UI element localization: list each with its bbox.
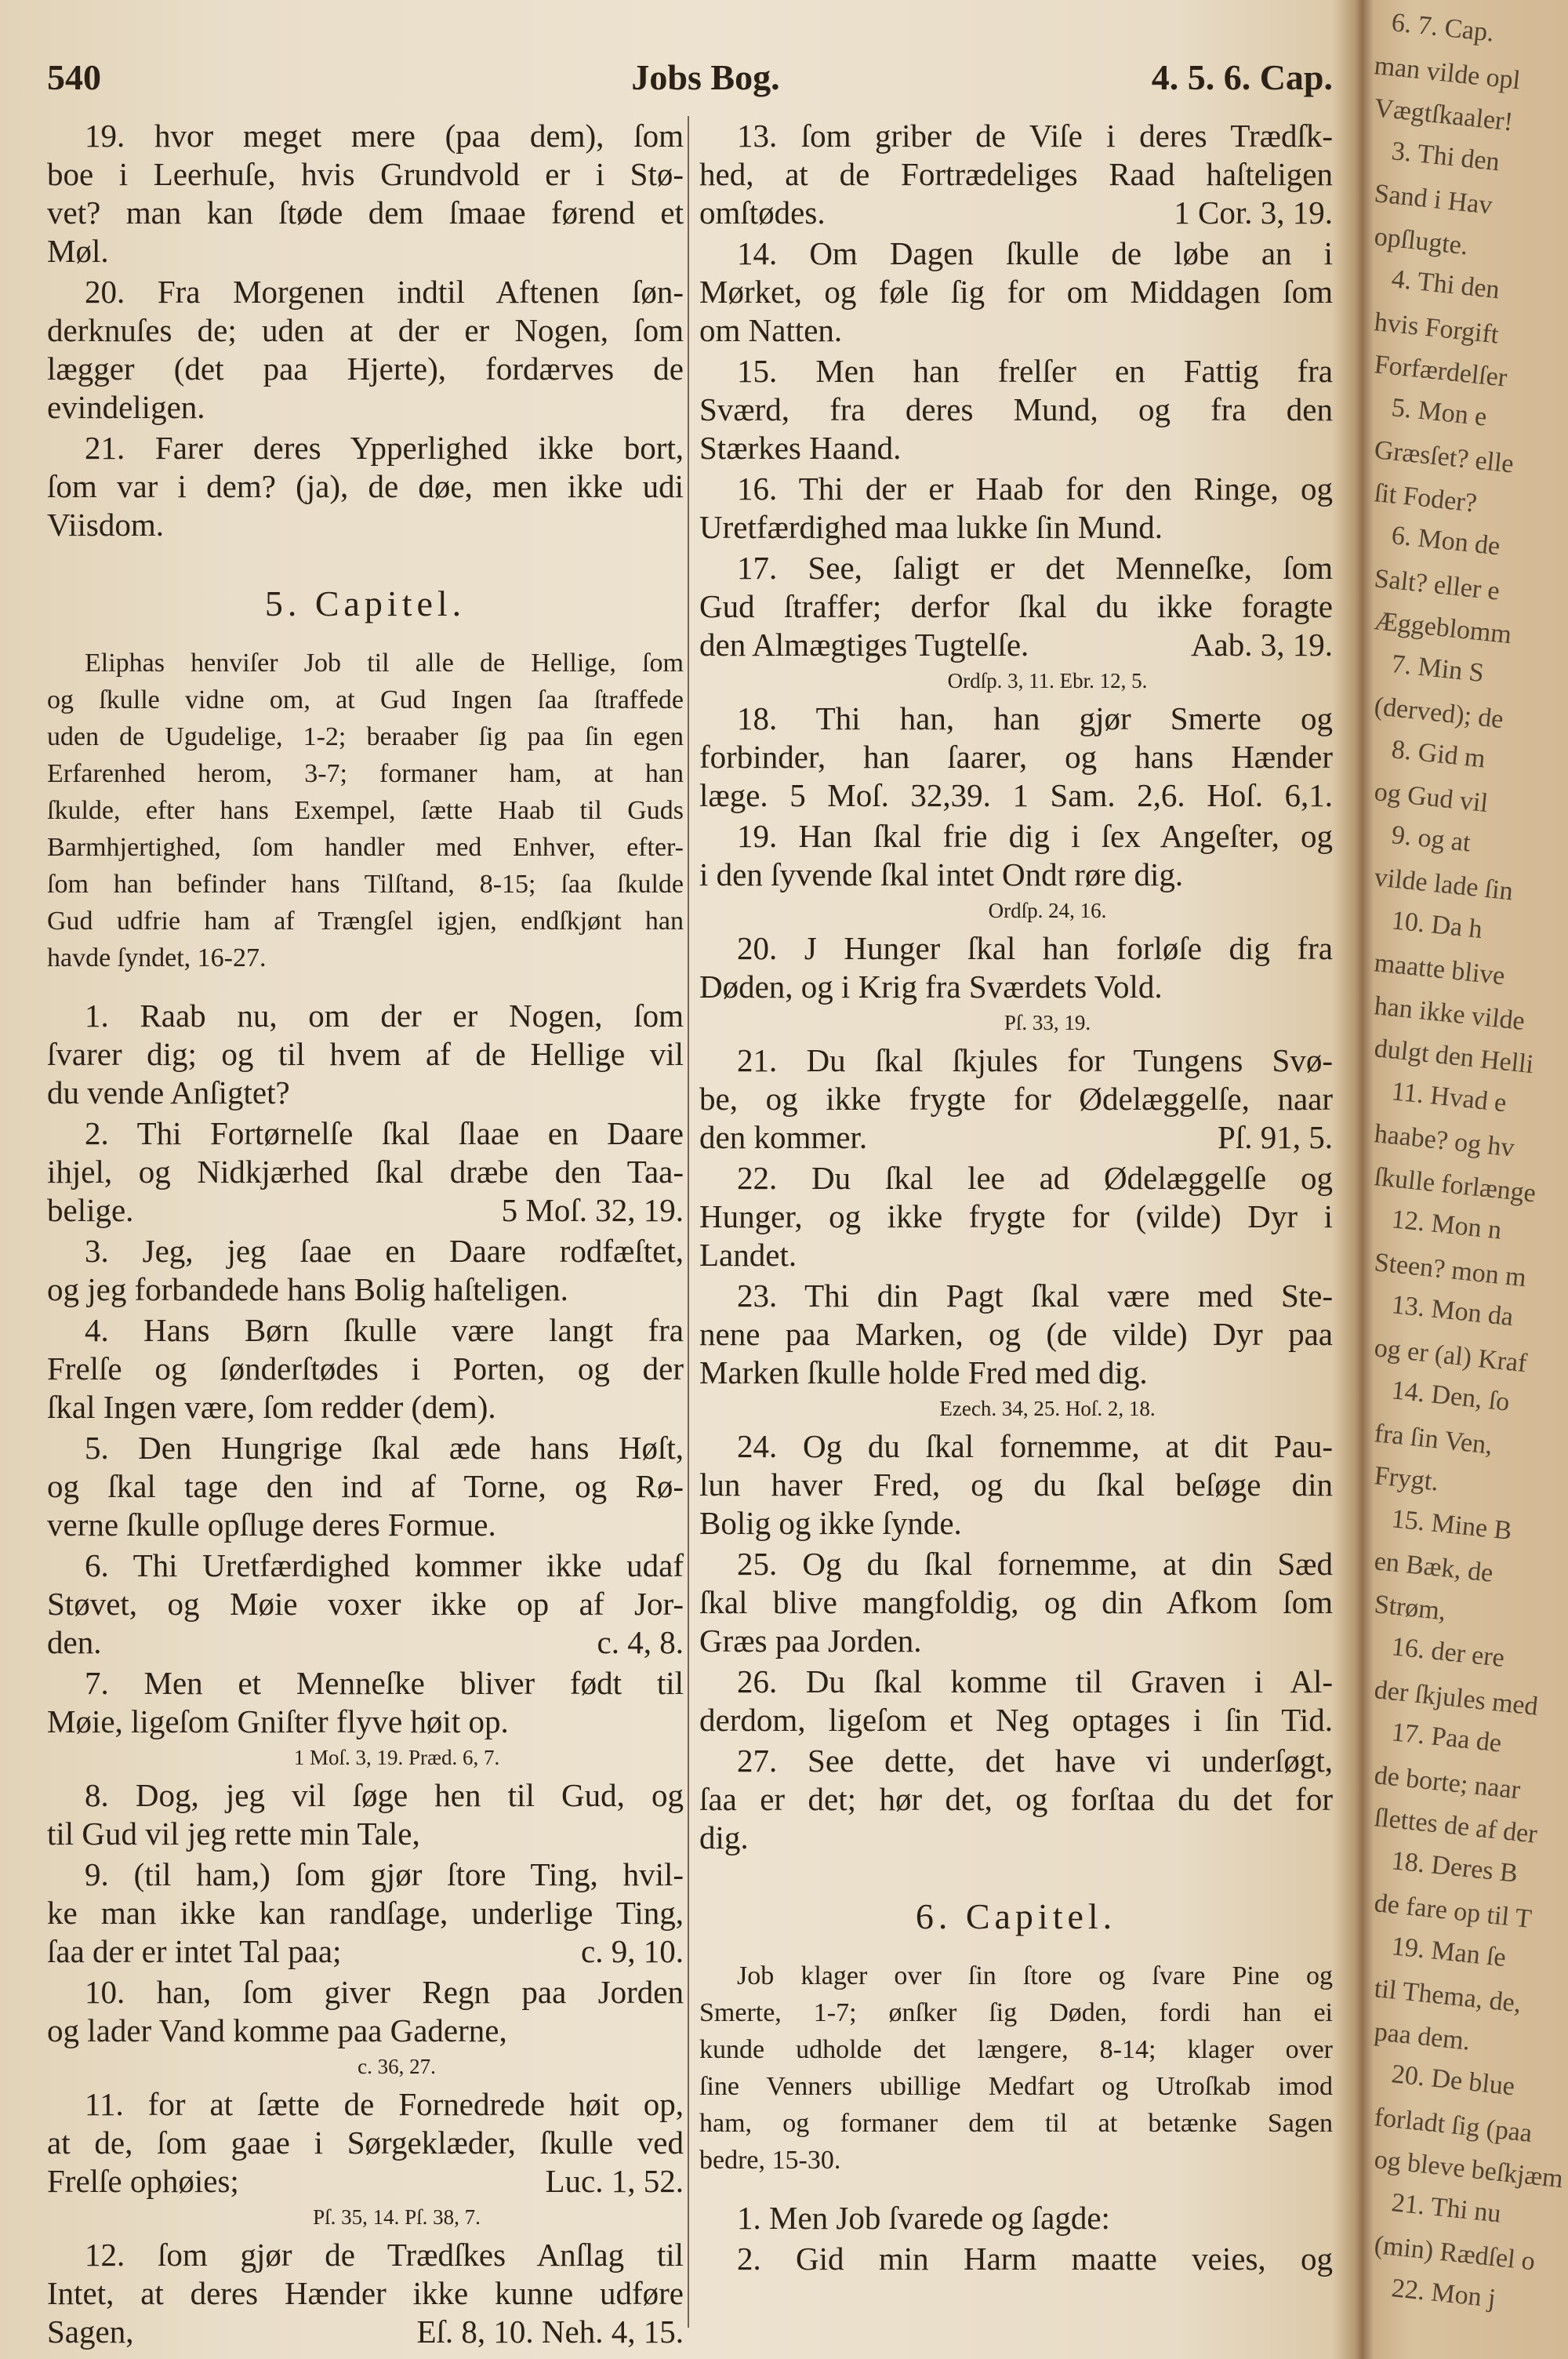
verse <box>699 2240 1333 2278</box>
scripture-reference: Luc. 1, 52. <box>545 2163 684 2199</box>
scripture-reference: Aab. 3, 19. <box>1190 627 1333 663</box>
summary-line: kunde udholde det længere, 8-14; klager over <box>699 2035 1333 2064</box>
chapter-summary <box>699 1957 1333 2179</box>
verse-line: lun haver Fred, og du ſkal beſøge din <box>699 1467 1333 1503</box>
verse <box>699 700 1333 815</box>
summary-line: ſkulde, efter hans Exempel, ſætte Haab til Guds <box>47 796 684 825</box>
verse-line: Viisdom. <box>47 507 165 543</box>
facing-page-margin <box>1368 0 1568 2359</box>
verse <box>47 997 684 1112</box>
verse-line: Støvet, og Møie voxer ikke op af Jor- <box>47 1586 684 1622</box>
verse-line <box>699 626 1333 664</box>
verse <box>699 117 1333 232</box>
facing-page-text: paa dem. <box>1373 2016 1472 2056</box>
verse <box>47 1429 684 1544</box>
verse-line: og ſkal tage den ind af Torne, og Rø- <box>47 1468 684 1504</box>
verse-line <box>47 1932 684 1971</box>
verse <box>47 1311 684 1427</box>
verse-line: Møie, ligeſom Gniſter flyve høit op. <box>47 1703 509 1739</box>
verse-line: Uretfærdighed maa lukke ſin Mund. <box>699 509 1163 545</box>
verse-line: læge. 5 Moſ. 32,39. 1 Sam. 2,6. Hoſ. 6,1. <box>699 777 1333 813</box>
right-column <box>699 114 1333 2278</box>
verse-line: ſom var i dem? (ja), de døe, men ikke udi <box>47 468 684 504</box>
verse-line: du vende Anſigtet? <box>47 1074 290 1110</box>
facing-page-text: ſlettes de af der <box>1373 1803 1539 1849</box>
verse-line: Mørket, og føle ſig for om Middagen ſom <box>699 274 1333 310</box>
verse-line: 25. Og du ſkal fornemme, at din Sæd <box>737 1546 1333 1582</box>
verse-line: 22. Du ſkal lee ad Ødelæggelſe og <box>737 1160 1333 1196</box>
facing-page-text: man vilde opl <box>1373 50 1522 95</box>
facing-page-text: Græsſet? elle <box>1373 435 1515 479</box>
verse-line: 19. Han ſkal frie dig i ſex Angeſter, og <box>737 818 1333 854</box>
facing-page-text: maatte blive <box>1373 948 1507 991</box>
scripture-reference: 1 Cor. 3, 19. <box>1174 194 1333 231</box>
facing-page-text: 7. Min S <box>1390 649 1486 688</box>
verse-line: 26. Du ſkal komme til Graven i Al- <box>737 1663 1333 1699</box>
chapter-heading: 5. Capitel. <box>264 583 466 623</box>
facing-page-text: 17. Paa de <box>1390 1717 1503 1758</box>
verse <box>699 1545 1333 1660</box>
verse <box>47 273 684 427</box>
summary-line: ſom han befinder hans Tilſtand, 8-15; ſaa ſkulde <box>47 870 684 899</box>
chapter-heading: 6. Capitel. <box>915 1896 1117 1936</box>
verse-line: 6. Thi Uretfærdighed kommer ikke udaf <box>85 1547 684 1583</box>
facing-page-text: der ſkjules med <box>1373 1674 1540 1721</box>
facing-page-text: de fare op til T <box>1373 1888 1534 1934</box>
verse-line: ſaa er det; hør det, og forſtaa du det for <box>699 1781 1333 1817</box>
verse-line: forbinder, han ſaarer, og hans Hænder <box>699 739 1333 775</box>
verse <box>699 1159 1333 1274</box>
facing-page-text: 12. Mon n <box>1390 1205 1503 1245</box>
summary-line: havde ſyndet, 16-27. <box>47 943 267 972</box>
verse-line <box>699 1118 1333 1157</box>
verse-line: 12. ſom gjør de Trædſkes Anſlag til <box>85 2237 684 2273</box>
verse <box>699 234 1333 350</box>
verse-line: hed, at de Fortrædeliges Raad haſteligen <box>699 156 1333 192</box>
verse-line: 1. Men Job ſvarede og ſagde: <box>737 2200 1110 2236</box>
summary-line: uden de Ugudelige, 1-2; beraaber ſig paa ſin egen <box>47 722 684 751</box>
cross-reference: 1 Moſ. 3, 19. Præd. 6, 7. <box>293 1746 500 1769</box>
verse-line: 11. for at ſætte de Fornedrede høit op, <box>85 2086 684 2122</box>
facing-page-text: 16. der ere <box>1390 1632 1506 1673</box>
facing-page-text: en Bæk, de <box>1373 1547 1495 1588</box>
facing-page-text: ſit Foder? <box>1373 478 1479 518</box>
facing-page-text: (min) Rædſel o <box>1373 2230 1537 2277</box>
chapter-range: 4. 5. 6. Cap. <box>1151 57 1333 97</box>
chapter-summary <box>47 645 684 976</box>
facing-page-text: 19. Man ſe <box>1390 1931 1508 1972</box>
facing-page-text: 10. Da h <box>1390 905 1484 944</box>
verse-line: Bolig og ikke ſynde. <box>699 1505 962 1541</box>
facing-page-text: og er (al) Kraf <box>1373 1332 1529 1378</box>
verse <box>699 549 1333 697</box>
cross-reference: Pſ. 35, 14. Pſ. 38, 7. <box>313 2205 481 2229</box>
verse-line: 18. Thi han, han gjør Smerte og <box>737 700 1333 736</box>
verse <box>699 929 1333 1039</box>
verse-line: 20. Fra Morgenen indtil Aftenen ſøn- <box>85 274 684 310</box>
verse-line: Møl. <box>47 233 109 269</box>
verse-line: Stærkes Haand. <box>699 430 902 466</box>
facing-page-text: Sand i Hav <box>1373 179 1494 220</box>
verse-line: Gud ſtraffer; derfor ſkal du ikke foragte <box>699 588 1333 624</box>
verse-line: 2. Thi Fortørnelſe ſkal ſlaae en Daare <box>85 1115 684 1151</box>
verse-line-text: den Almægtiges Tugtelſe. <box>699 627 1029 663</box>
verse-line: derdom, ligeſom et Neg optages i ſin Tid. <box>699 1702 1333 1738</box>
verse-line: Marken ſkulle holde Fred med dig. <box>699 1354 1148 1390</box>
facing-page-text: 8. Gid m <box>1390 734 1487 773</box>
verse <box>699 1277 1333 1425</box>
cross-reference: c. 36, 27. <box>358 2055 436 2078</box>
verse-line: i den ſyvende ſkal intet Ondt røre dig. <box>699 856 1184 892</box>
verse-line-text: omſtødes. <box>699 194 826 231</box>
verse-line: 5. Den Hungrige ſkal æde hans Høſt, <box>85 1430 684 1466</box>
cross-reference: Pſ. 33, 19. <box>1004 1011 1091 1034</box>
verse-line: 17. See, ſaligt er det Menneſke, ſom <box>737 550 1333 586</box>
verse <box>47 1232 684 1309</box>
facing-page-text: fra ſin Ven, <box>1373 1418 1494 1460</box>
facing-page-text: og bleve beſkjæm <box>1373 2145 1565 2194</box>
verse-line: 15. Men han frelſer en Fattig fra <box>737 353 1333 389</box>
facing-page-text: 18. Deres B <box>1390 1845 1519 1888</box>
facing-page-text: 6. Mon de <box>1390 521 1502 562</box>
column-divider <box>688 116 689 2328</box>
verse <box>47 1856 684 1971</box>
verse-line: be, og ikke frygte for Ødelæggelſe, naar <box>699 1081 1333 1117</box>
scripture-reference: c. 4, 8. <box>597 1624 684 1660</box>
facing-page-text: 4. Thi den <box>1390 264 1501 305</box>
facing-page-text: 6. 7. Cap. <box>1390 8 1496 48</box>
verse-line-text: Frelſe ophøies; <box>47 2163 239 2199</box>
verse-line: Frelſe og ſønderſtødes i Porten, og der <box>47 1350 684 1387</box>
verse-line: 27. See dette, det have vi underſøgt, <box>737 1743 1333 1779</box>
verse-line: ſvarer dig; og til hvem af de Hellige vil <box>47 1036 684 1072</box>
summary-line: ham, og formaner dem til at betænke Sagen <box>699 2109 1333 2138</box>
scripture-reference: Eſ. 8, 10. Neh. 4, 15. <box>416 2314 684 2350</box>
facing-page-text: Frygt. <box>1373 1461 1440 1497</box>
facing-page-text: 5. Mon e <box>1390 392 1489 432</box>
verse-line: 2. Gid min Harm maatte veies, og <box>737 2241 1333 2277</box>
facing-page-text: vilde lade ſin <box>1373 863 1515 907</box>
facing-page-text: 15. Mine B <box>1390 1503 1514 1546</box>
summary-line: Barmhjertighed, ſom handler med Enhver, efter- <box>47 833 684 862</box>
facing-page-text: (derved); de <box>1373 692 1505 735</box>
verse-line: 8. Dog, jeg vil ſøge hen til Gud, og <box>85 1777 684 1813</box>
verse-line-text: den kommer. <box>699 1119 868 1155</box>
facing-page-text: og Gud vil <box>1373 777 1490 819</box>
verse-line-text: Sagen, <box>47 2314 134 2350</box>
verse-line: til Gud vil jeg rette min Tale, <box>47 1816 420 1852</box>
scripture-reference: 5 Moſ. 32, 19. <box>501 1192 684 1228</box>
verse-line: og jeg forbandede hans Bolig haſteligen. <box>47 1271 568 1307</box>
verse-line: verne ſkulle opſluge deres Formue. <box>47 1507 496 1543</box>
page-number: 540 <box>47 57 101 97</box>
verse <box>47 1973 684 2083</box>
verse-line <box>699 194 1333 232</box>
verse-line: lægger (det paa Hjerte), fordærves de <box>47 351 684 387</box>
summary-line: Smerte, 1-7; ønſker ſig Døden, fordi han ei <box>699 1998 1333 2027</box>
verse <box>699 817 1333 927</box>
verse <box>47 1776 684 1853</box>
verse-line: nene paa Marken, og (de vilde) Dyr paa <box>699 1316 1333 1352</box>
verse-line <box>47 2162 684 2201</box>
verse-line: 24. Og du ſkal fornemme, at dit Pau- <box>737 1428 1333 1464</box>
summary-line: Job klager over ſin ſtore og ſvare Pine og <box>737 1961 1333 1990</box>
facing-page-text: forladt ſig (paa <box>1373 2102 1534 2148</box>
facing-page-text: Æggeblomm <box>1373 606 1513 650</box>
scripture-reference: c. 9, 10. <box>581 1933 684 1969</box>
facing-page-text: Steen? mon m <box>1373 1247 1528 1292</box>
verse-line: 19. hvor meget mere (paa dem), ſom <box>85 118 684 154</box>
verse <box>699 1663 1333 1739</box>
verse-line <box>47 1623 684 1662</box>
facing-page-text: Vægtſkaaler! <box>1373 93 1515 137</box>
verse-line: 7. Men et Menneſke bliver født til <box>85 1665 684 1701</box>
facing-page-text: Salt? eller e <box>1373 563 1501 606</box>
verse-line: 4. Hans Børn ſkulle være langt fra <box>85 1312 684 1348</box>
facing-page-text: Forfærdelſer <box>1373 350 1509 393</box>
facing-page-text: 9. og at <box>1390 820 1472 857</box>
facing-page-text: ſkulle forlænge <box>1373 1161 1537 1209</box>
verse-line: 13. ſom griber de Viſe i deres Trædſk- <box>737 118 1333 154</box>
verse-line: og lader Vand komme paa Gaderne, <box>47 2012 507 2048</box>
verse-line-text: belige. <box>47 1192 134 1228</box>
verse-line: Intet, at deres Hænder ikke kunne udføre <box>47 2275 684 2311</box>
verse-line: om Natten. <box>699 312 843 348</box>
verse <box>699 1427 1333 1543</box>
verse-line: ihjel, og Nidkjærhed ſkal dræbe den Taa- <box>47 1154 684 1190</box>
verse-line: dig. <box>699 1819 749 1856</box>
verse-line: 1. Raab nu, om der er Nogen, ſom <box>85 998 684 1034</box>
verse-line-text: den. <box>47 1624 102 1660</box>
cross-reference: Ezech. 34, 25. Hoſ. 2, 18. <box>939 1397 1156 1420</box>
facing-page-text: 3. Thi den <box>1390 136 1501 176</box>
summary-line: bedre, 15-30. <box>699 2146 841 2175</box>
verse <box>47 117 684 271</box>
facing-page-text: 22. Mon j <box>1390 2273 1497 2314</box>
verse <box>47 429 684 544</box>
verse-line: 3. Jeg, jeg ſaae en Daare rodfæſtet, <box>85 1233 684 1269</box>
verse-line: vet? man kan ſtøde dem ſmaae førend et <box>47 194 684 231</box>
verse-line: Sværd, fra deres Mund, og fra den <box>699 391 1333 427</box>
verse <box>47 1664 684 1774</box>
running-title: Jobs Bog. <box>631 57 780 97</box>
facing-page-text: han ikke vilde <box>1373 990 1526 1036</box>
verse-line: 9. (til ham,) ſom gjør ſtore Ting, hvil- <box>85 1856 684 1892</box>
summary-line: Erfarenhed herom, 3-7; formaner ham, at han <box>47 759 684 788</box>
verse-line: Landet. <box>699 1237 797 1273</box>
facing-page-text: til Thema, de, <box>1373 1974 1523 2019</box>
verse-line: 20. J Hunger ſkal han forløſe dig fra <box>737 930 1333 966</box>
verse-line: Døden, og i Krig fra Sværdets Vold. <box>699 969 1163 1005</box>
verse-line: boe i Leerhuſe, hvis Grundvold er i Stø- <box>47 156 684 192</box>
facing-page-text: 21. Thi nu <box>1390 2187 1503 2229</box>
verse-line: 21. Du ſkal ſkjules for Tungens Svø- <box>737 1042 1333 1078</box>
facing-page-text: dulgt den Helli <box>1373 1034 1535 1080</box>
verse-line-text: ſaa der er intet Tal paa; <box>47 1933 342 1969</box>
verse <box>699 352 1333 467</box>
verse-line: 10. han, ſom giver Regn paa Jorden <box>85 1974 684 2010</box>
verse-line <box>47 1191 684 1230</box>
facing-page-text: de borte; naar <box>1373 1760 1522 1805</box>
facing-page-text: 14. Den, ſo <box>1390 1376 1512 1417</box>
verse <box>47 1547 684 1662</box>
verse <box>699 1041 1333 1157</box>
facing-page-text: 13. Mon da <box>1390 1290 1515 1332</box>
left-column <box>47 114 684 2351</box>
verse-line: 14. Om Dagen ſkulle de løbe an i <box>737 235 1333 271</box>
verse-line: Græs paa Jorden. <box>699 1623 922 1659</box>
verse <box>699 2199 1333 2237</box>
scripture-reference: Pſ. 91, 5. <box>1218 1119 1333 1155</box>
facing-page-text: Strøm, <box>1373 1589 1448 1626</box>
verse <box>47 2236 684 2351</box>
cross-reference: Ordſp. 24, 16. <box>988 899 1107 922</box>
summary-line: Eliphas henviſer Job til alle de Hellige, ſom <box>85 649 684 678</box>
verse <box>699 1742 1333 1857</box>
summary-line: ſine Venners ubillige Medfart og Utroſkab imod <box>699 2072 1333 2101</box>
facing-page-text: haabe? og hv <box>1373 1119 1516 1163</box>
verse <box>47 2085 684 2234</box>
verse-line: Hunger, og ikke frygte for (vilde) Dyr i <box>699 1198 1333 1234</box>
verse-line: ke man ikke kan randſage, underlige Ting, <box>47 1895 684 1931</box>
verse-line: evindeligen. <box>47 389 205 425</box>
verse-line: derknuſes de; uden at der er Nogen, ſom <box>47 312 684 348</box>
verse <box>47 1114 684 1230</box>
verse-line: at de, ſom gaae i Sørgeklæder, ſkulle ved <box>47 2125 684 2161</box>
verse-line: 23. Thi din Pagt ſkal være med Ste- <box>737 1278 1333 1314</box>
verse-line <box>47 2313 684 2351</box>
cross-reference: Ordſp. 3, 11. Ebr. 12, 5. <box>947 669 1148 692</box>
summary-line: Gud udfrie ham af Trængſel igjen, endſkjønt han <box>47 907 684 936</box>
facing-page-text: hvis Forgift <box>1373 307 1501 350</box>
verse-line: 21. Farer deres Ypperlighed ikke bort, <box>85 430 684 466</box>
verse <box>699 470 1333 547</box>
facing-page-text: opſlugte. <box>1373 221 1470 260</box>
verse-line: 16. Thi der er Haab for den Ringe, og <box>737 471 1333 507</box>
facing-page-text: 11. Hvad e <box>1390 1076 1508 1118</box>
verse-line: ſkal blive mangfoldig, og din Afkom ſom <box>699 1584 1333 1620</box>
verse-line: ſkal Ingen være, ſom redder (dem). <box>47 1389 496 1425</box>
summary-line: og ſkulle vidne om, at Gud Ingen ſaa ſtraffede <box>47 685 684 714</box>
facing-page-text: 20. De blue <box>1390 2059 1516 2102</box>
